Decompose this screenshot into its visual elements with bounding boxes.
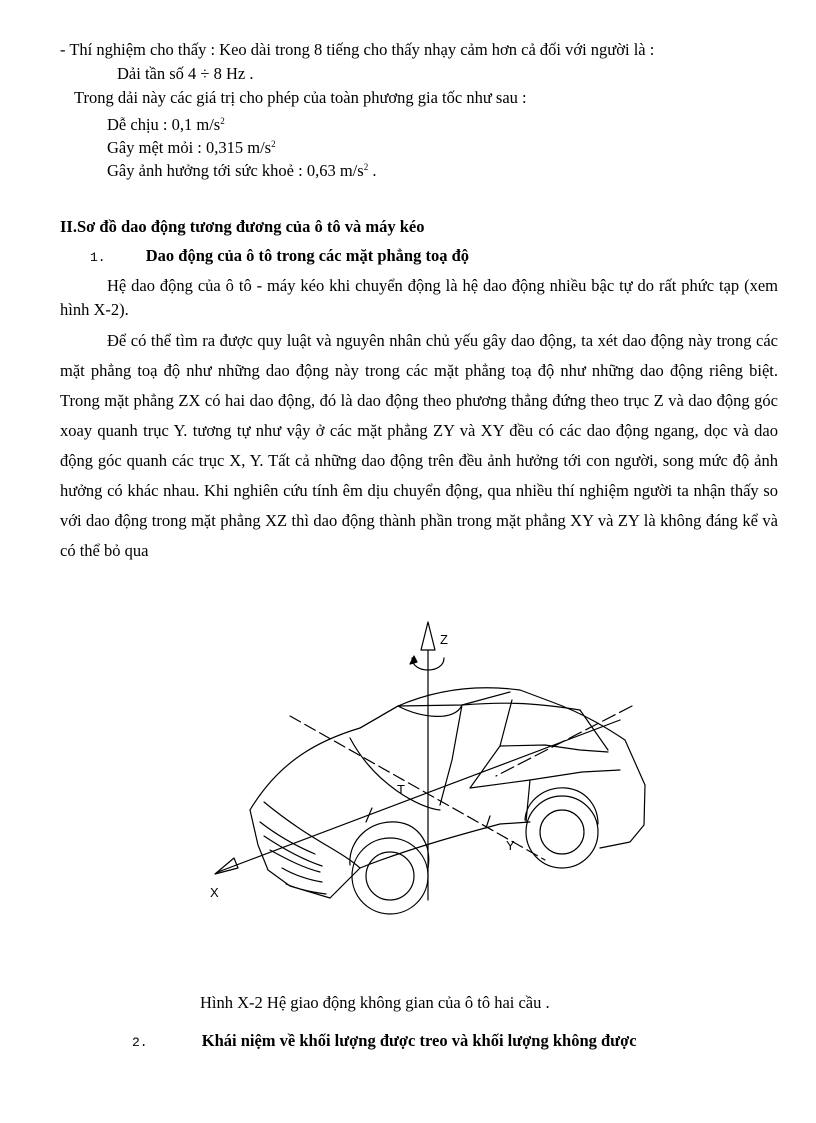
subsection-1-heading	[90, 246, 469, 268]
paragraph-1: Hệ dao động của ô tô - máy kéo khi chuyển động là hệ dao động nhiều bậc tự do rất phức tạp (xem hình X-2).	[60, 276, 778, 319]
subsection-number: 2.	[132, 1035, 148, 1050]
limit-label: Gây mệt mỏi : 0,315 m/s	[107, 138, 272, 157]
subsection-number: 1.	[90, 250, 106, 265]
car-body	[250, 688, 645, 848]
subsection-2-heading	[132, 1031, 637, 1053]
intro-line-1: - Thí nghiệm cho thấy : Keo dài trong 8 tiếng cho thấy nhạy cảm hơn cả đối với người là :	[60, 40, 655, 59]
limit-fatigue	[107, 134, 276, 158]
section-heading: II.Sơ đồ dao động tương đương của ô tô và máy kéo	[60, 217, 425, 236]
limit-label: Dễ chịu : 0,1 m/s	[107, 115, 221, 134]
intro-line-3: Trong dải này các giá trị cho phép của toàn phương gia tốc như sau :	[74, 88, 527, 107]
axis-y-label: Y	[506, 838, 515, 853]
limit-health	[107, 157, 376, 181]
center-label: T	[397, 782, 405, 797]
paragraph-2: Để có thể tìm ra được quy luật và nguyên nhân chủ yếu gây dao động, ta xét dao động này trong các mặt phẳng toạ độ như những dao động này trong các mặt phẳng toạ độ như những dao động riêng biệt. Trong mặt phẳng ZX có hai dao động, đó là dao động theo phương thẳng đứng theo trục Z và dao động góc xoay quanh trục Y. tương tự như vậy ở các mặt phẳng ZY và XY đều có các dao động ngang, dọc và dao động góc quanh các trục X, Y. Tất cả những dao động trên đều ảnh hưởng tới con người, song mức độ ảnh hưởng có khác nhau. Khi nghiên cứu tính êm dịu chuyển động, qua nhiều thí nghiệm người ta nhận thấy so với dao động trong mặt phẳng XZ thì dao động thành phần trong mặt phẳng XY và ZY là không đáng kể và có thể bỏ qua	[60, 331, 778, 560]
subsection-title: Khái niệm về khối lượng được treo và khối lượng không được	[201, 1031, 637, 1050]
z-axis-arrow	[421, 622, 435, 650]
axis-x-label: X	[210, 885, 219, 900]
limit-comfortable	[107, 111, 225, 135]
limit-tail: .	[368, 161, 377, 180]
car-vibration-figure	[200, 610, 650, 980]
axis-z-label: Z	[440, 632, 448, 647]
limit-exponent: 2	[220, 116, 225, 126]
subsection-title: Dao động của ô tô trong các mặt phẳng toạ độ	[145, 246, 470, 265]
limit-exponent: 2	[363, 162, 369, 172]
intro-line-2: Dải tần số 4 ÷ 8 Hz .	[117, 64, 254, 83]
body-text	[60, 274, 778, 566]
limit-label: Gây ảnh hưởng tới sức khoẻ : 0,63 m/s	[107, 161, 364, 180]
figure-caption: Hình X-2 Hệ giao động không gian của ô tô hai cầu .	[200, 993, 550, 1012]
limit-exponent: 2	[271, 139, 276, 149]
front-wheel	[350, 822, 429, 868]
